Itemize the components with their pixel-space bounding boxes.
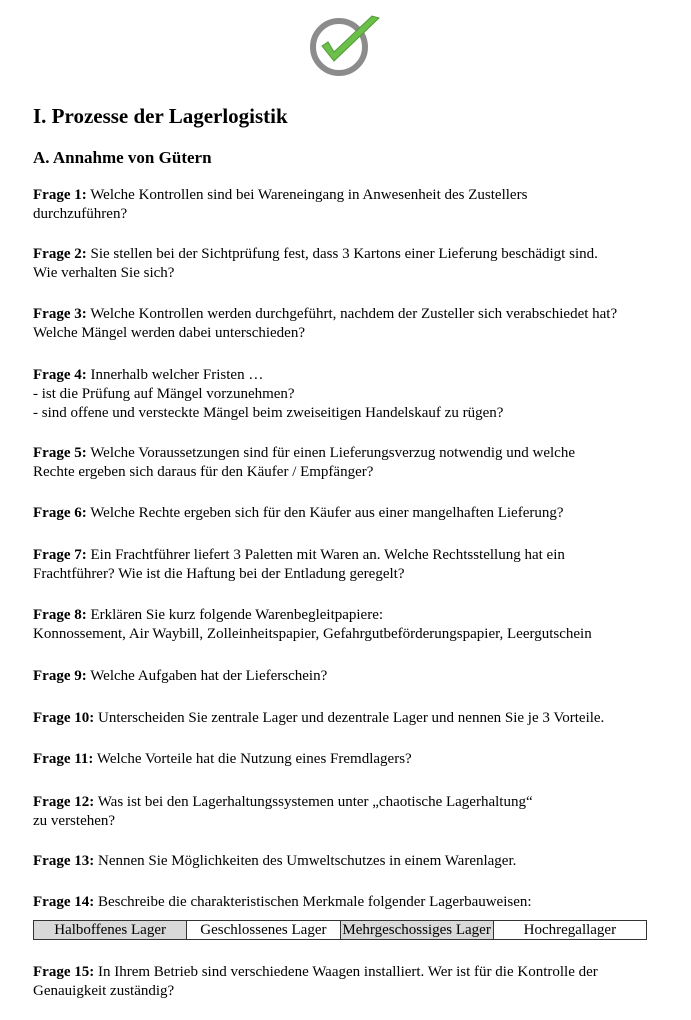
- question-3: Frage 3: Welche Kontrollen werden durchgeführt, nachdem der Zusteller sich verabschiedet hat? Welche Mängel werden dabei unterschieden?: [33, 306, 618, 341]
- question-13: Frage 13: Nennen Sie Möglichkeiten des Umweltschutzes in einem Warenlager.: [33, 853, 517, 869]
- question-5: Frage 5: Welche Voraussetzungen sind für einen Lieferungsverzug notwendig und welche Rechte ergeben sich daraus für den Käufer / Empfänger?: [33, 445, 575, 480]
- chapter-title: I. Prozesse der Lagerlogistik: [33, 104, 288, 128]
- table-cell-hochregallager: Hochregallager: [493, 921, 646, 940]
- checkmark-logo-icon: [306, 12, 384, 78]
- question-14: Frage 14: Beschreibe die charakteristischen Merkmale folgender Lagerbauweisen:: [33, 894, 532, 910]
- storage-types-table: [33, 920, 647, 940]
- question-2: Frage 2: Sie stellen bei der Sichtprüfung fest, dass 3 Kartons einer Lieferung beschädigt sind. Wie verhalten Sie sich?: [33, 246, 598, 281]
- section-title: A. Annahme von Gütern: [33, 148, 212, 167]
- question-4: Frage 4: Innerhalb welcher Fristen … - ist die Prüfung auf Mängel vorzunehmen? - sind offene und versteckte Mängel beim zweiseitigen Handelskauf zu rügen?: [33, 367, 504, 421]
- question-10: Frage 10: Unterscheiden Sie zentrale Lager und dezentrale Lager und nennen Sie je 3 Vorteile.: [33, 710, 605, 726]
- question-1: Frage 1: Welche Kontrollen sind bei Wareneingang in Anwesenheit des Zustellers durchzuführen?: [33, 187, 528, 222]
- table-cell-geschlossenes-lager: Geschlossenes Lager: [187, 921, 340, 940]
- question-8: Frage 8: Erklären Sie kurz folgende Warenbegleitpapiere: Konnossement, Air Waybill, Zolleinheitspapier, Gefahrgutbeförderungspapier, Leergutschein: [33, 607, 592, 642]
- question-12: Frage 12: Was ist bei den Lagerhaltungssystemen unter „chaotische Lagerhaltung“ zu verstehen?: [33, 794, 533, 829]
- table-row: [34, 921, 647, 940]
- question-11: Frage 11: Welche Vorteile hat die Nutzung eines Fremdlagers?: [33, 751, 412, 767]
- table-cell-mehrgeschossiges-lager: Mehrgeschossiges Lager: [340, 921, 493, 940]
- question-6: Frage 6: Welche Rechte ergeben sich für den Käufer aus einer mangelhaften Lieferung?: [33, 505, 564, 521]
- question-15: Frage 15: In Ihrem Betrieb sind verschiedene Waagen installiert. Wer ist für die Kontrolle der Genauigkeit zuständig?: [33, 964, 598, 999]
- question-7: Frage 7: Ein Frachtführer liefert 3 Paletten mit Waren an. Welche Rechtsstellung hat ein Frachtführer? Wie ist die Haftung bei der Entladung geregelt?: [33, 547, 565, 582]
- table-cell-halboffenes-lager: Halboffenes Lager: [34, 921, 187, 940]
- question-9: Frage 9: Welche Aufgaben hat der Lieferschein?: [33, 668, 328, 684]
